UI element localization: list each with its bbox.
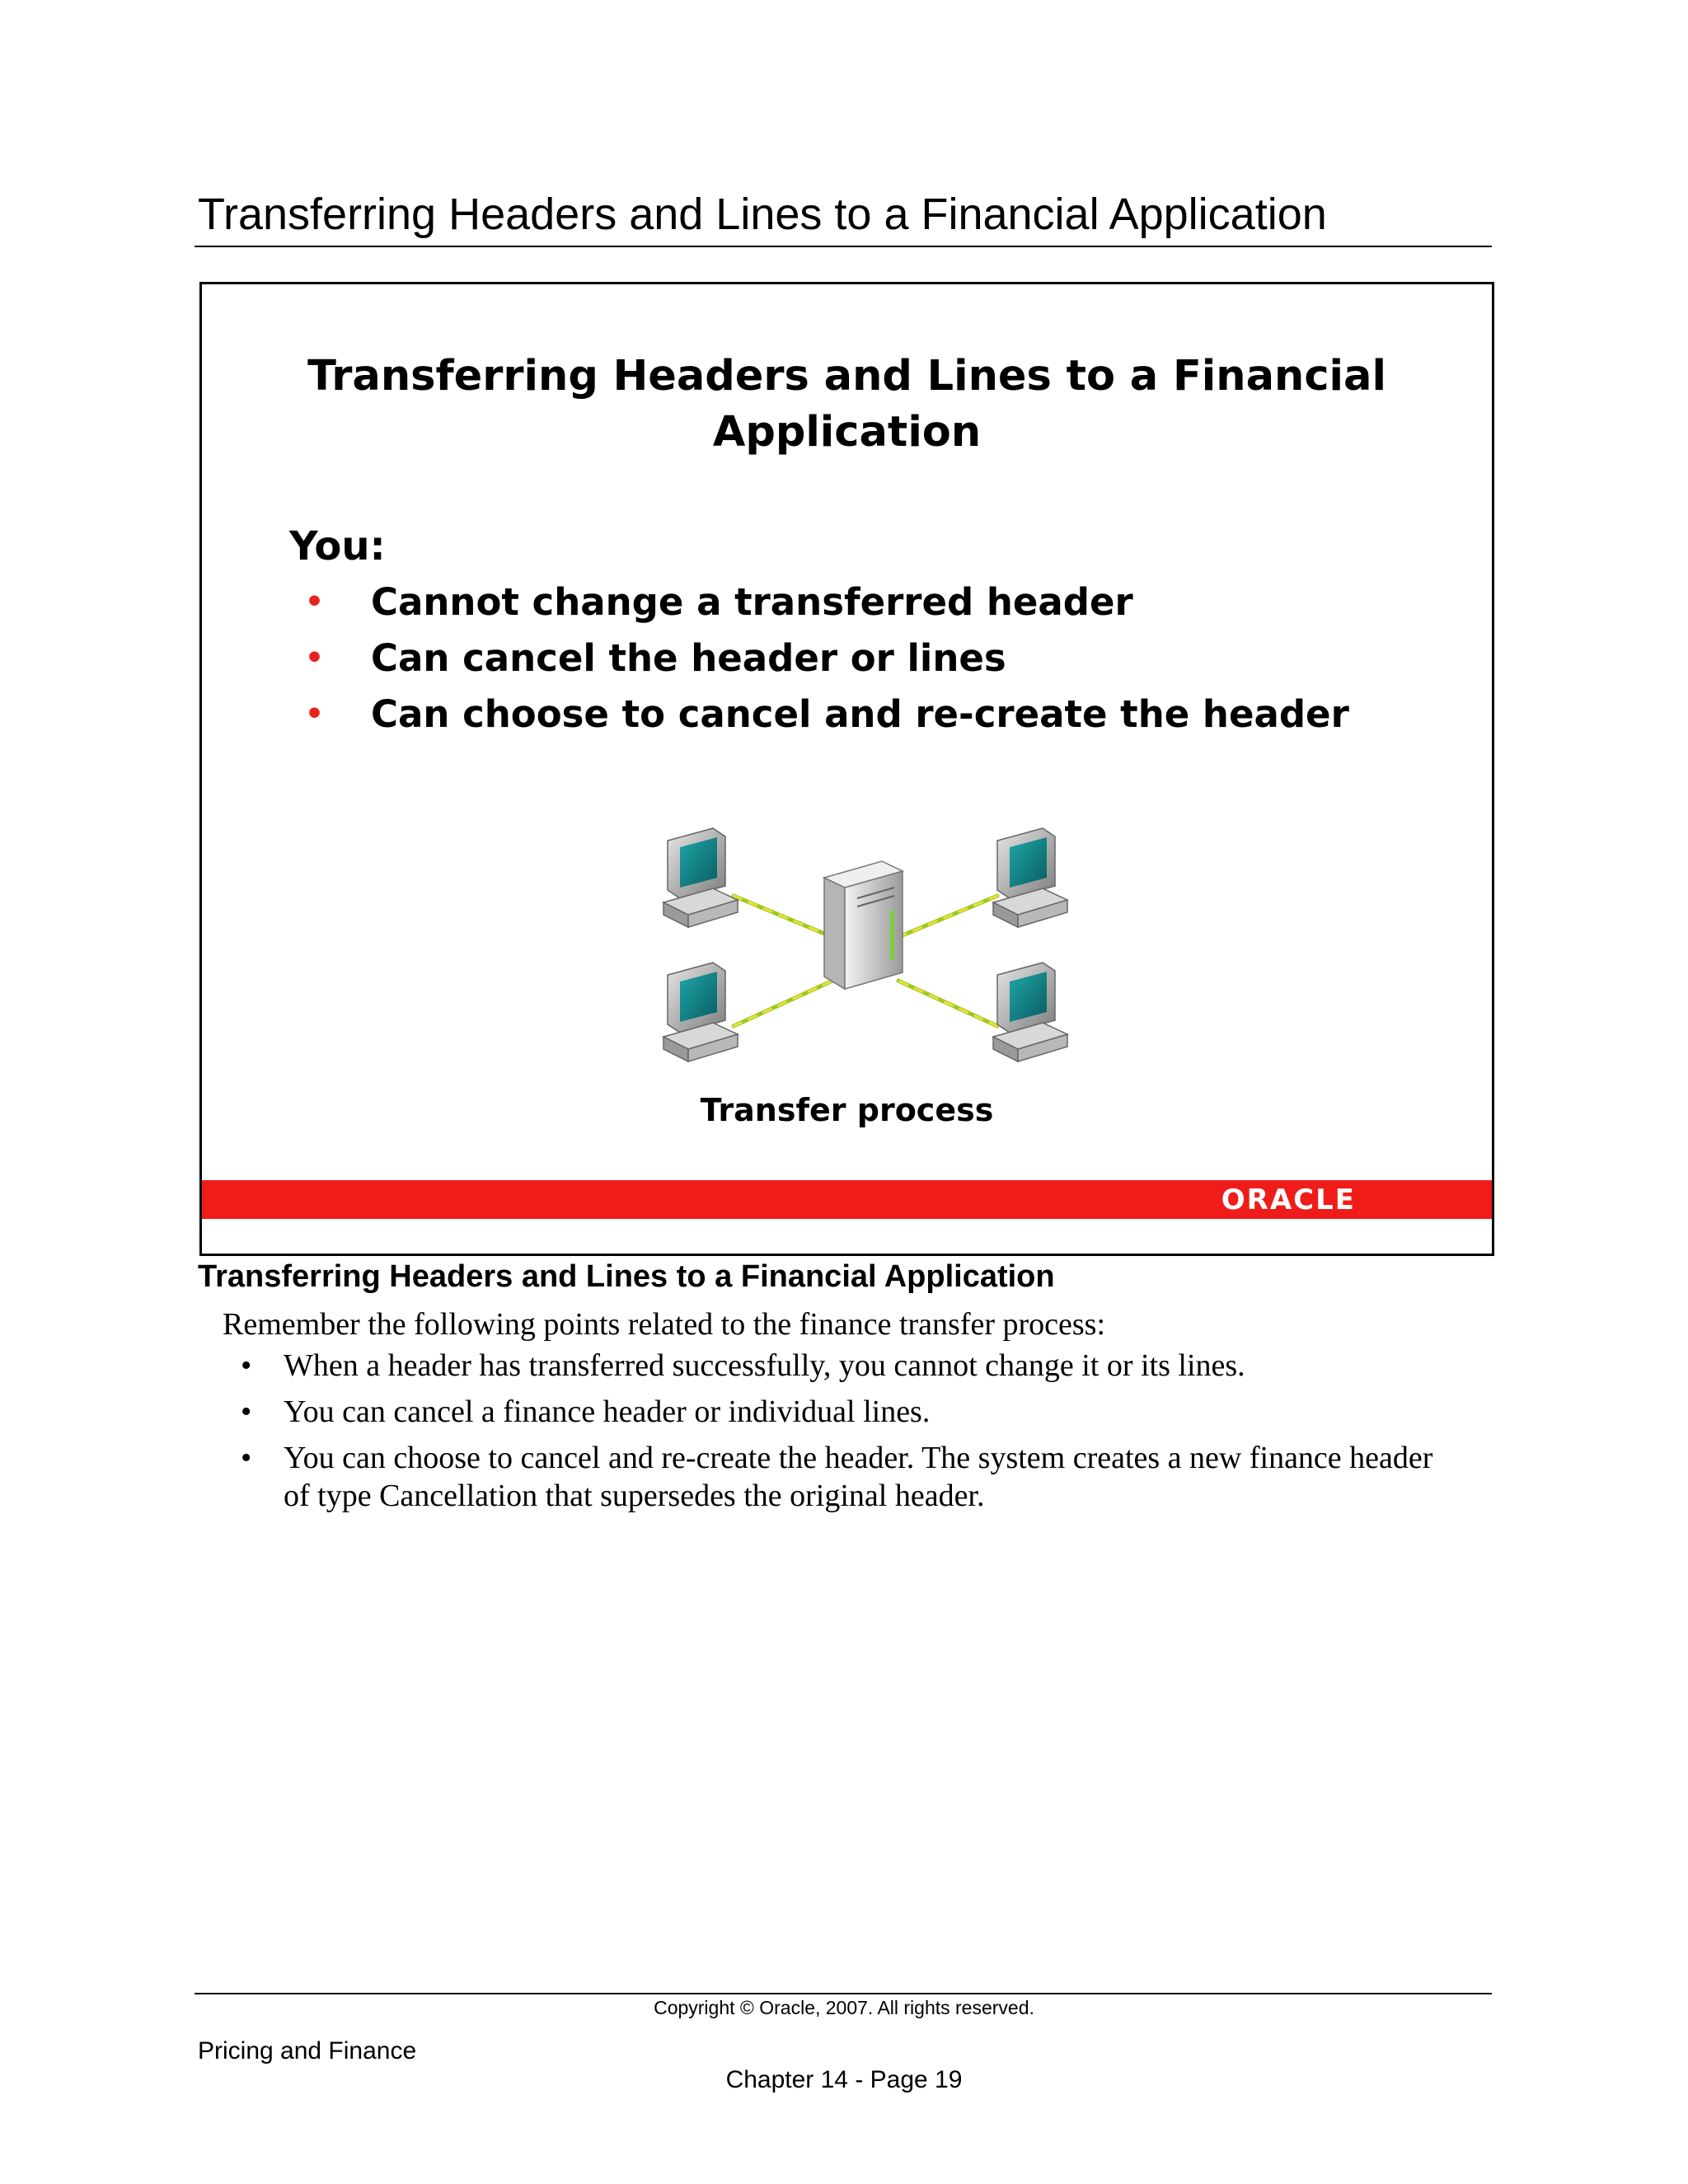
bullet-icon: • [241, 1394, 252, 1429]
notes-heading: Transferring Headers and Lines to a Financial Application [198, 1259, 1055, 1294]
title-divider [195, 246, 1492, 247]
notes-intro: Remember the following points related to the finance transfer process: [223, 1307, 1106, 1342]
notes-item [241, 1439, 1452, 1515]
notes-bullet-list [241, 1347, 1452, 1523]
slide-intro: You: [289, 523, 386, 569]
slide-bullet [305, 574, 1349, 630]
network-diagram [659, 820, 1071, 1113]
slide-title [202, 349, 1492, 461]
slide-bullet [305, 630, 1349, 687]
workstation-icon [663, 963, 738, 1062]
server-icon [824, 861, 903, 989]
course-name: Pricing and Finance [198, 2037, 417, 2064]
notes-item-text: You can cancel a finance header or individual lines. [284, 1394, 931, 1429]
workstation-icon [663, 828, 738, 927]
slide-bullet-text: Cannot change a transferred header [371, 580, 1133, 624]
oracle-logo: ORACLE [1221, 1183, 1356, 1216]
copyright-notice: Copyright © Oracle, 2007. All rights reserved. [654, 1997, 1034, 2018]
bullet-dot-icon: • [305, 697, 325, 731]
oracle-footer-band [202, 1180, 1492, 1219]
slide-bullet-text: Can cancel the header or lines [371, 636, 1006, 680]
workstation-icon [993, 828, 1067, 927]
slide-title-line1: Transferring Headers and Lines to a Financial [307, 352, 1386, 401]
notes-item [241, 1347, 1452, 1385]
page-number: Chapter 14 - Page 19 [725, 2066, 963, 2093]
workstation-icon [993, 963, 1067, 1062]
slide-frame [199, 282, 1494, 1256]
bullet-icon: • [241, 1348, 252, 1383]
notes-item-text: You can choose to cancel and re-create the header. The system creates a new finance header of type Cancellation that supersedes the original header. [284, 1441, 1433, 1513]
slide-bullet [305, 687, 1349, 743]
slide-bullet-text: Can choose to cancel and re-create the header [371, 692, 1349, 736]
bullet-icon: • [241, 1441, 252, 1475]
bullet-dot-icon: • [305, 585, 325, 619]
notes-item [241, 1393, 1452, 1431]
page-title: Transferring Headers and Lines to a Financial Application [198, 190, 1327, 239]
diagram-caption: Transfer process [700, 1092, 994, 1128]
notes-item-text: When a header has transferred successfully, you cannot change it or its lines. [284, 1348, 1245, 1383]
slide-bullet-list [305, 574, 1349, 743]
footer-divider [195, 1993, 1492, 1994]
bullet-dot-icon: • [305, 641, 325, 675]
slide-title-line2: Application [712, 408, 982, 457]
